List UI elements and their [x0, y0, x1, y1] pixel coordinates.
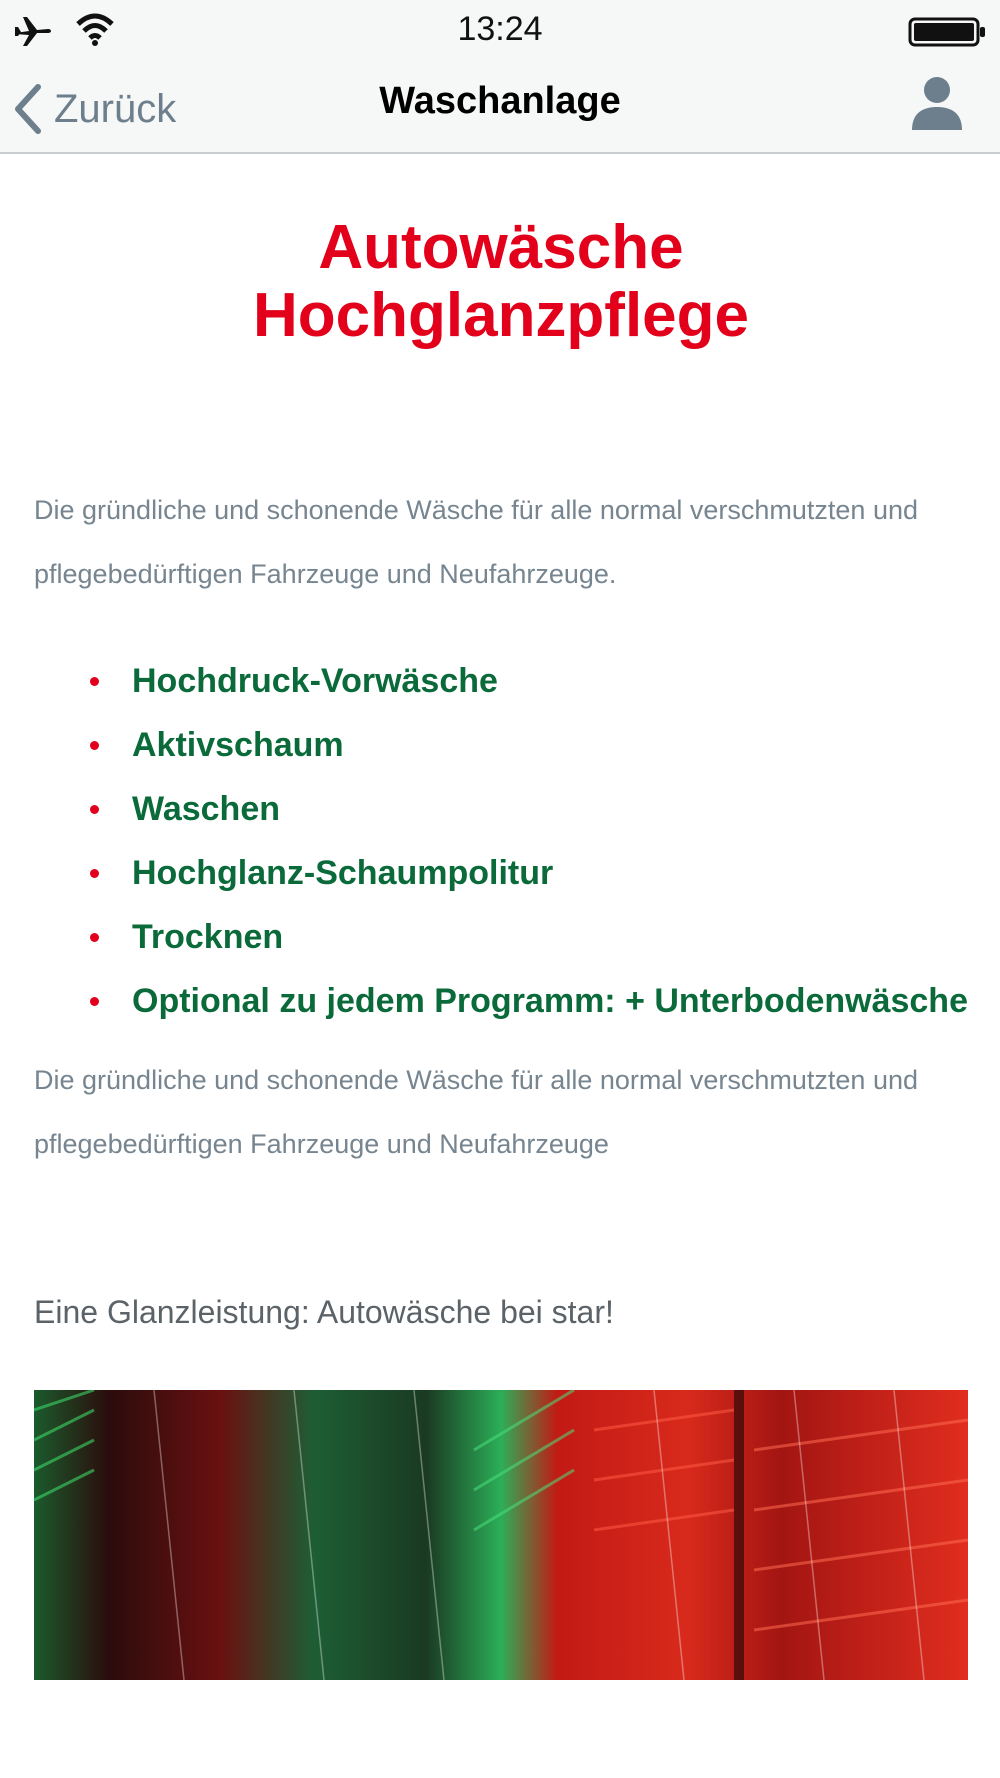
status-time: 13:24: [457, 10, 543, 48]
page-title: Waschanlage: [379, 80, 621, 122]
outro-text: Die gründliche und schonende Wäsche für alle normal verschmutzten und pflegebedürftigen Fahrzeuge und Neufahrzeuge: [34, 1065, 918, 1159]
feature-item: Hochglanz-Schaumpolitur: [90, 856, 968, 890]
intro-text: Die gründliche und schonende Wäsche für alle normal verschmutzten und pflegebedürftigen Fahrzeuge und Neufahrzeuge.: [34, 495, 918, 589]
feature-item: Trocknen: [90, 920, 968, 954]
tagline: Eine Glanzleistung: Autowäsche bei star!: [34, 1294, 614, 1330]
feature-list: [34, 664, 968, 1018]
status-bar: [0, 0, 1000, 64]
person-icon[interactable]: [904, 72, 970, 138]
main-content: [34, 152, 968, 1680]
feature-item: Hochdruck-Vorwäsche: [90, 664, 968, 698]
battery-icon: [908, 14, 988, 50]
car-wash-brush-image: [34, 1390, 968, 1680]
car-wash-brush-illustration: [34, 1390, 968, 1680]
feature-item: Aktivschaum: [90, 728, 968, 762]
back-label: Zurück: [54, 86, 177, 131]
navigation-bar: [0, 64, 1000, 154]
headline-line-2: Hochglanzpflege: [252, 281, 750, 350]
headline: [34, 214, 968, 350]
feature-item: Waschen: [90, 792, 968, 826]
headline-line-1: Autowäsche: [318, 213, 684, 282]
feature-item: Optional zu jedem Programm: + Unterbodenwäsche: [90, 984, 968, 1018]
